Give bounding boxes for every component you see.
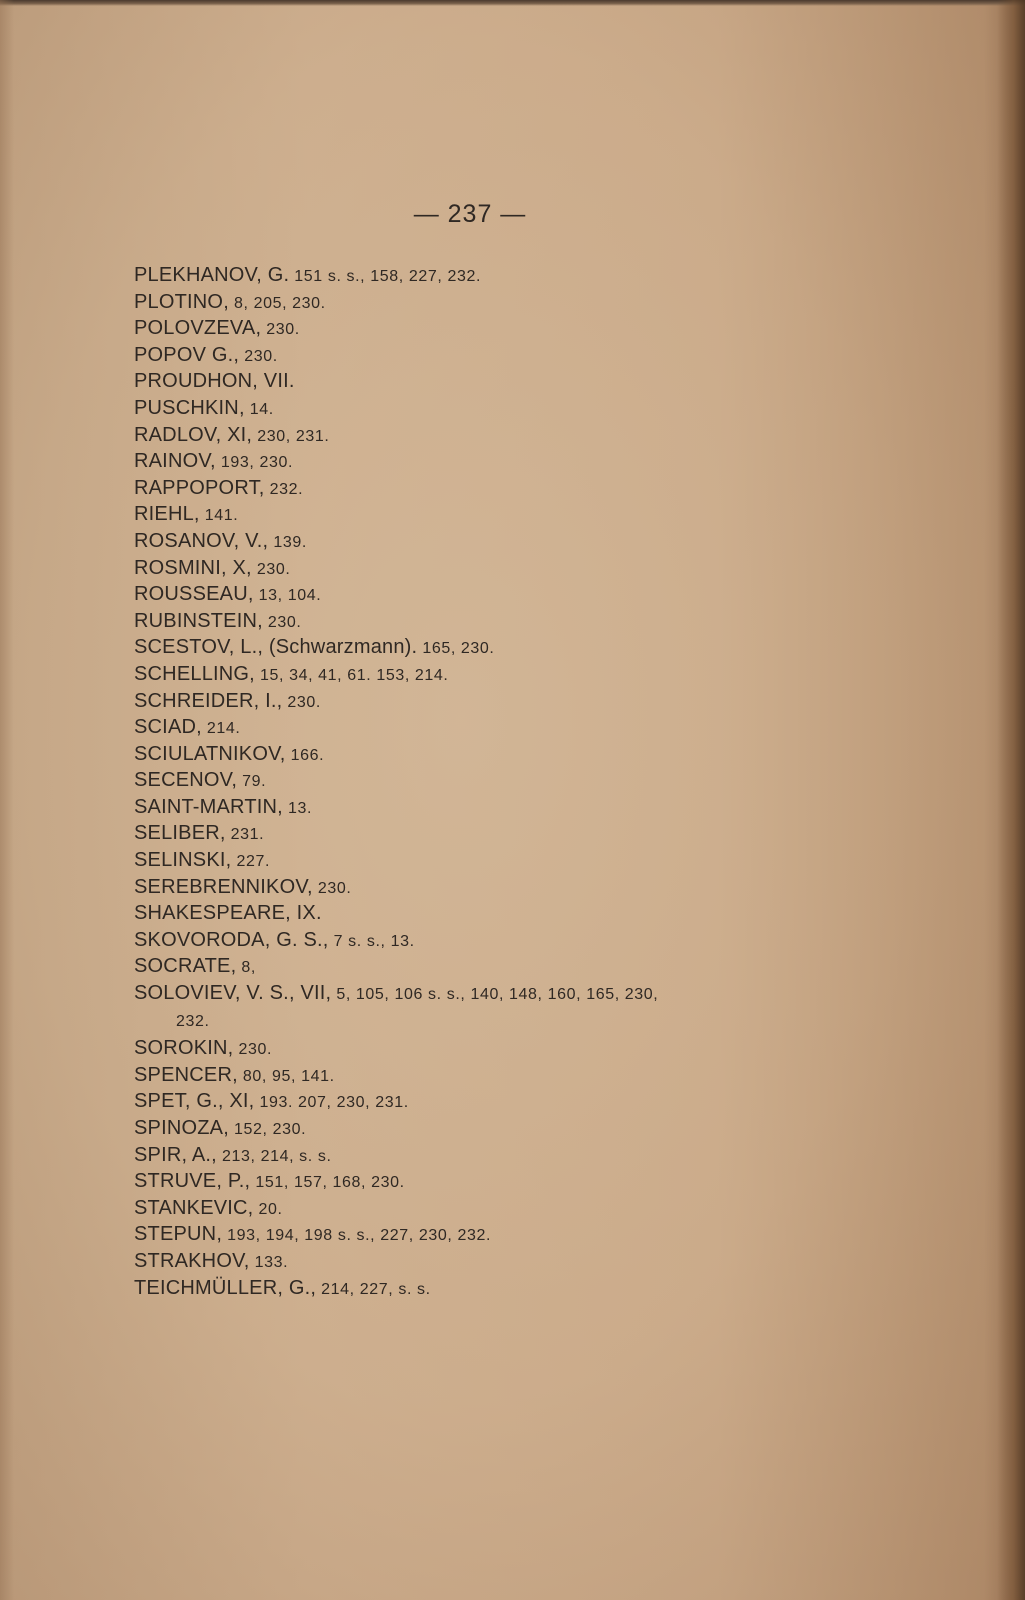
index-entry-name: SCIAD, bbox=[134, 716, 202, 739]
index-entry bbox=[134, 953, 834, 980]
index-entry bbox=[134, 1115, 834, 1142]
index-entry-name: TEICHMÜLLER, G., bbox=[134, 1276, 317, 1299]
index-entry bbox=[134, 1275, 834, 1302]
index-entry bbox=[134, 1168, 834, 1195]
index-entry-name: SOCRATE, bbox=[134, 955, 237, 978]
index-entry-page-refs: 8, bbox=[236, 959, 256, 977]
index-entry bbox=[134, 422, 834, 449]
index-entry-page-refs: 232. bbox=[264, 480, 304, 498]
index-entry-name: SCHELLING, bbox=[134, 662, 255, 685]
index-entry bbox=[134, 688, 834, 715]
index-entry-page-refs: 227. bbox=[231, 853, 270, 871]
index-entry-page-refs: 213, 214, s. s. bbox=[216, 1147, 332, 1165]
index-entry bbox=[134, 1248, 834, 1275]
index-entry-page-refs: 230. bbox=[251, 560, 291, 578]
index-entry-page-refs: 15, 34, 41, 61. 153, 214. bbox=[254, 666, 449, 684]
index-entry-page-refs: 230. bbox=[261, 321, 300, 339]
index-entry bbox=[134, 501, 834, 528]
index-entry bbox=[134, 581, 834, 608]
index-entry-page-refs: 193, 230. bbox=[215, 454, 293, 472]
index-entry-name: STRUVE, P., bbox=[134, 1170, 251, 1193]
index-entry-name: SCIULATNIKOV, bbox=[134, 742, 286, 765]
index-entry-continuation: 232. bbox=[176, 1012, 210, 1030]
page-top-edge bbox=[0, 0, 1025, 6]
index-entry-name: SELIBER, bbox=[134, 822, 226, 845]
index-entry bbox=[134, 289, 834, 316]
index-entry-page-refs: 214. bbox=[201, 720, 241, 738]
page-number: — 237 — bbox=[413, 200, 527, 228]
index-entry-name: STANKEVIC, bbox=[134, 1196, 254, 1219]
index-entry bbox=[134, 262, 834, 289]
index-entry-name: SPENCER, bbox=[134, 1063, 238, 1086]
index-entry-name: POPOV G., bbox=[134, 343, 240, 366]
index-entry bbox=[134, 1142, 834, 1169]
index-entry-page-refs: 193, 194, 198 s. s., 227, 230, 232. bbox=[222, 1227, 491, 1245]
index-entry-name: SPET, G., XI, bbox=[134, 1090, 255, 1113]
index-entry-name: SHAKESPEARE, IX. bbox=[134, 902, 322, 925]
index-entry bbox=[134, 874, 834, 901]
index-entry-page-refs: 79. bbox=[237, 773, 267, 791]
index-entry-name: SPIR, A., bbox=[134, 1143, 217, 1166]
index-entry bbox=[134, 714, 834, 741]
index-entry bbox=[134, 608, 834, 635]
index-entry bbox=[134, 820, 834, 847]
index-entry-name: SEREBRENNIKOV, bbox=[134, 875, 313, 898]
index-entry bbox=[134, 342, 834, 369]
index-entry bbox=[134, 794, 834, 821]
index-entry-page-refs: 141. bbox=[199, 507, 239, 525]
index-entry-name: SCESTOV, L., (Schwarzmann). bbox=[134, 636, 418, 659]
index-entry bbox=[134, 368, 834, 395]
index-entry-name: RADLOV, XI, bbox=[134, 423, 253, 446]
index-entry-name: ROSANOV, V., bbox=[134, 529, 269, 552]
index-entry-page-refs: 230. bbox=[312, 879, 352, 897]
index-entry-name: STRAKHOV, bbox=[134, 1249, 250, 1272]
index-entry bbox=[134, 1062, 834, 1089]
page-left-edge bbox=[0, 0, 14, 1600]
index-entry-name: SOROKIN, bbox=[134, 1037, 234, 1060]
index-entry-name: RAINOV, bbox=[134, 450, 216, 473]
index-entry-page-refs: 20. bbox=[253, 1200, 283, 1218]
index-entry bbox=[134, 847, 834, 874]
index-entry-name: ROUSSEAU, bbox=[134, 583, 254, 606]
index-entry bbox=[134, 315, 834, 342]
index-entry-name: STEPUN, bbox=[134, 1223, 223, 1246]
index-entry-name: SKOVORODA, G. S., bbox=[134, 928, 329, 951]
index-entry-page-refs: 230. bbox=[239, 347, 278, 365]
index-entry bbox=[134, 1195, 834, 1222]
index-entry-page-refs: 13, 104. bbox=[253, 587, 322, 605]
index-entry-page-refs: 230. bbox=[262, 613, 302, 631]
index-entry-page-refs: 165, 230. bbox=[417, 640, 495, 658]
index-entry-page-refs: 13. bbox=[282, 799, 313, 817]
index-entry-page-refs: 8, 205, 230. bbox=[228, 294, 326, 312]
index-entry-page-refs: 230. bbox=[282, 693, 321, 711]
index-entry-page-refs: 133. bbox=[249, 1253, 289, 1271]
index-entry-page-refs: 139. bbox=[268, 533, 307, 551]
index-entry bbox=[134, 555, 834, 582]
index-entry-page-refs: 5, 105, 106 s. s., 140, 148, 160, 165, 230, bbox=[331, 986, 659, 1004]
index-entry-page-refs: 230. bbox=[233, 1041, 272, 1059]
index-entry bbox=[134, 634, 834, 661]
index-entry bbox=[134, 661, 834, 688]
index-entry-page-refs: 214, 227, s. s. bbox=[316, 1280, 431, 1298]
index-entry bbox=[134, 475, 834, 502]
index-entry bbox=[134, 767, 834, 794]
index-entry-name: ROSMINI, X, bbox=[134, 556, 252, 579]
index-entry-page-refs: 152, 230. bbox=[228, 1121, 307, 1138]
index-entry-name: SPINOZA, bbox=[134, 1117, 229, 1139]
index-entry-page-refs: 80, 95, 141. bbox=[237, 1067, 335, 1085]
index-entry bbox=[134, 395, 834, 422]
index-entry-page-refs: 151 s. s., 158, 227, 232. bbox=[289, 268, 481, 285]
name-index-list bbox=[134, 262, 834, 1301]
index-entry-page-refs: 230, 231. bbox=[252, 427, 330, 445]
index-entry-page-refs: 7 s. s., 13. bbox=[328, 932, 415, 950]
index-entry bbox=[134, 927, 834, 954]
index-entry-name: PLOTINO, bbox=[134, 290, 229, 313]
index-entry bbox=[134, 741, 834, 768]
page-right-edge bbox=[997, 0, 1025, 1600]
index-entry-name: PROUDHON, VII. bbox=[134, 370, 295, 393]
index-entry-name: PUSCHKIN, bbox=[134, 396, 245, 419]
index-entry-name: SELINSKI, bbox=[134, 849, 232, 872]
index-entry bbox=[134, 448, 834, 475]
index-entry-name: POLOVZEVA, bbox=[134, 317, 262, 340]
index-entry-page-refs: 151, 157, 168, 230. bbox=[250, 1174, 405, 1192]
index-entry-name: PLEKHANOV, G. bbox=[134, 264, 290, 286]
index-entry bbox=[134, 1088, 834, 1115]
index-entry bbox=[134, 528, 834, 555]
index-entry bbox=[134, 1221, 834, 1248]
index-entry bbox=[134, 900, 834, 927]
index-entry-page-refs: 14. bbox=[244, 400, 274, 418]
index-entry-name: RAPPOPORT, bbox=[134, 476, 265, 499]
index-entry-name: SAINT-MARTIN, bbox=[134, 795, 283, 818]
index-entry-name: RIEHL, bbox=[134, 503, 200, 526]
index-entry-name: RUBINSTEIN, bbox=[134, 609, 263, 632]
index-entry-page-refs: 231. bbox=[225, 826, 265, 844]
index-entry bbox=[134, 1035, 834, 1062]
index-entry bbox=[134, 980, 834, 1035]
index-entry-page-refs: 166. bbox=[285, 746, 325, 764]
index-entry-name: SECENOV, bbox=[134, 769, 238, 792]
index-entry-name: SOLOVIEV, V. S., VII, bbox=[134, 982, 332, 1005]
index-entry-name: SCHREIDER, I., bbox=[134, 689, 283, 712]
index-entry-page-refs: 193. 207, 230, 231. bbox=[254, 1094, 409, 1112]
